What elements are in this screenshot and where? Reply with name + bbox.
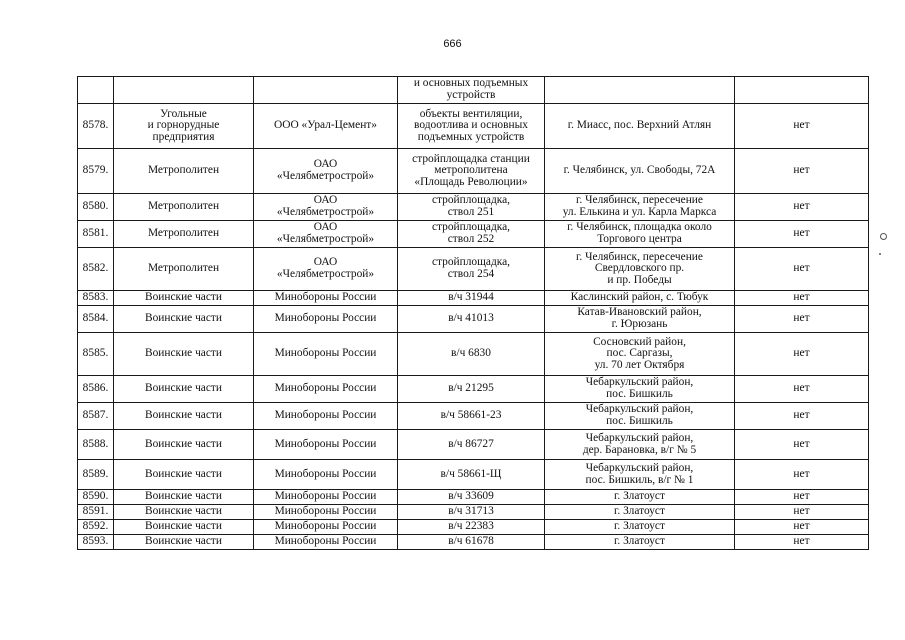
object-cell-line: метрополитена <box>434 164 508 177</box>
object-cell-line: в/ч 21295 <box>448 382 494 395</box>
page-number: 666 <box>443 38 462 50</box>
sector-cell <box>114 77 254 104</box>
object-cell <box>398 376 545 403</box>
organization-cell <box>254 221 398 248</box>
table-row <box>78 149 869 194</box>
organization-cell <box>254 306 398 333</box>
object-cell-line: ствол 252 <box>447 233 495 245</box>
address-cell <box>545 430 735 460</box>
sector-cell <box>114 430 254 460</box>
status-cell: нет <box>735 291 869 306</box>
sector-cell-line: Воинские части <box>145 409 222 422</box>
organization-cell-line: Минобороны России <box>274 312 377 325</box>
object-cell <box>398 77 545 104</box>
margin-circle-mark <box>880 233 887 240</box>
status-cell: нет <box>735 535 869 550</box>
organization-cell-line: Минобороны России <box>274 520 377 533</box>
address-cell <box>545 104 735 149</box>
organization-cell-line: Минобороны России <box>274 437 377 450</box>
object-cell <box>398 291 545 306</box>
status-cell: нет <box>735 149 869 194</box>
organization-cell-line: «Челябметрострой» <box>276 233 375 245</box>
organization-cell <box>254 430 398 460</box>
organization-cell <box>254 77 398 104</box>
object-cell-line: в/ч 41013 <box>448 312 494 325</box>
organization-cell-line: «Челябметрострой» <box>276 170 375 182</box>
status-cell: нет <box>735 221 869 248</box>
row-number: 8579. <box>78 149 114 194</box>
table-row <box>78 333 869 376</box>
organization-cell-line: Минобороны России <box>274 505 377 518</box>
address-cell-line: Чебаркульский район, <box>585 403 694 416</box>
address-cell <box>545 403 735 430</box>
row-number: 8591. <box>78 505 114 520</box>
row-number: 8589. <box>78 460 114 490</box>
organization-cell <box>254 291 398 306</box>
row-number: 8587. <box>78 403 114 430</box>
status-cell: нет <box>735 104 869 149</box>
sector-cell <box>114 306 254 333</box>
table-row <box>78 306 869 333</box>
row-number: 8582. <box>78 248 114 291</box>
organization-cell-line: «Челябметрострой» <box>276 206 375 218</box>
address-cell-line: Свердловского пр. <box>594 262 685 275</box>
organization-cell-line: Минобороны России <box>274 409 377 422</box>
table-row <box>78 104 869 149</box>
sector-cell-line: Воинские части <box>145 467 222 480</box>
row-number: 8586. <box>78 376 114 403</box>
address-cell <box>545 520 735 535</box>
status-cell: нет <box>735 333 869 376</box>
table-row <box>78 403 869 430</box>
address-cell-line: ул. Елькина и ул. Карла Маркса <box>562 206 717 218</box>
organization-cell <box>254 505 398 520</box>
object-cell <box>398 460 545 490</box>
object-cell-line: стройплощадка, <box>431 194 511 207</box>
organization-cell <box>254 333 398 376</box>
status-cell: нет <box>735 430 869 460</box>
object-cell-line: в/ч 6830 <box>451 347 491 360</box>
status-cell: нет <box>735 376 869 403</box>
address-cell-line: Каслинский район, с. Тюбук <box>570 291 709 304</box>
object-cell-line: в/ч 22383 <box>448 520 494 533</box>
sector-cell <box>114 490 254 505</box>
sector-cell <box>114 505 254 520</box>
row-number <box>78 77 114 104</box>
address-cell <box>545 490 735 505</box>
table-row <box>78 505 869 520</box>
sector-cell-line: Воинские части <box>145 490 222 503</box>
organization-cell <box>254 104 398 149</box>
sector-cell <box>114 403 254 430</box>
object-cell <box>398 333 545 376</box>
organization-cell-line: ОАО <box>313 194 338 207</box>
address-cell-line: Чебаркульский район, <box>585 376 694 389</box>
organization-cell <box>254 248 398 291</box>
organization-cell <box>254 535 398 550</box>
sector-cell <box>114 221 254 248</box>
table-row <box>78 77 869 104</box>
object-cell-line: объекты вентиляции, <box>419 107 523 120</box>
sector-cell-line: Воинские части <box>145 291 222 304</box>
status-cell: нет <box>735 490 869 505</box>
address-cell-line: Сосновский район, <box>593 335 686 348</box>
address-cell-line: г. Златоуст <box>614 490 665 503</box>
object-cell-line: подъемных устройств <box>417 130 525 143</box>
organization-cell-line: Минобороны России <box>274 467 377 480</box>
object-cell-line: устройств <box>446 89 496 101</box>
status-cell: нет <box>735 194 869 221</box>
status-cell: нет <box>735 403 869 430</box>
object-cell-line: в/ч 33609 <box>448 490 494 503</box>
object-cell <box>398 194 545 221</box>
table-row <box>78 535 869 550</box>
object-cell <box>398 149 545 194</box>
address-cell <box>545 376 735 403</box>
organization-cell-line: ОАО <box>313 158 338 171</box>
row-number: 8592. <box>78 520 114 535</box>
address-cell-line: дер. Барановка, в/г № 5 <box>582 443 697 456</box>
object-cell-line: в/ч 31944 <box>448 291 494 304</box>
object-cell <box>398 248 545 291</box>
organization-cell <box>254 149 398 194</box>
object-cell <box>398 520 545 535</box>
object-cell <box>398 306 545 333</box>
object-cell-line: в/ч 86727 <box>448 437 494 450</box>
address-cell <box>545 77 735 104</box>
address-cell-line: пос. Саргазы, <box>606 347 673 360</box>
address-cell-line: пос. Бишкиль, в/г № 1 <box>585 473 694 486</box>
table-row <box>78 291 869 306</box>
address-cell-line: г. Златоуст <box>614 505 665 518</box>
sector-cell <box>114 104 254 149</box>
table-row <box>78 248 869 291</box>
organization-cell-line: Минобороны России <box>274 291 377 304</box>
sector-cell-line: Воинские части <box>145 437 222 450</box>
row-number: 8588. <box>78 430 114 460</box>
object-cell <box>398 430 545 460</box>
address-cell-line: г. Златоуст <box>614 535 665 548</box>
sector-cell-line: Угольные <box>160 107 207 120</box>
sector-cell <box>114 194 254 221</box>
sector-cell-line: Воинские части <box>145 505 222 518</box>
address-cell <box>545 291 735 306</box>
table-row <box>78 460 869 490</box>
address-cell-line: г. Юрюзань <box>611 318 668 330</box>
table-row <box>78 221 869 248</box>
address-cell <box>545 149 735 194</box>
object-cell-line: ствол 251 <box>447 206 495 218</box>
sector-cell <box>114 333 254 376</box>
object-cell-line: в/ч 31713 <box>448 505 494 518</box>
address-cell-line: г. Миасс, пос. Верхний Атлян <box>567 119 712 132</box>
sector-cell <box>114 535 254 550</box>
object-cell-line: стройплощадка, <box>431 256 511 269</box>
address-cell-line: и пр. Победы <box>607 273 672 286</box>
status-cell: нет <box>735 505 869 520</box>
object-cell-line: в/ч 58661-Щ <box>440 467 502 480</box>
status-cell: нет <box>735 248 869 291</box>
organization-cell-line: Минобороны России <box>274 535 377 548</box>
sector-cell-line: Метрополитен <box>147 227 220 240</box>
row-number: 8583. <box>78 291 114 306</box>
object-cell <box>398 490 545 505</box>
address-cell-line: пос. Бишкиль <box>606 415 673 427</box>
address-cell <box>545 333 735 376</box>
sector-cell <box>114 520 254 535</box>
sector-cell-line: Метрополитен <box>147 164 220 177</box>
address-cell-line: ул. 70 лет Октября <box>594 358 685 371</box>
table-row <box>78 376 869 403</box>
organization-cell-line: Минобороны России <box>274 490 377 503</box>
sector-cell-line: и горнорудные <box>147 119 220 132</box>
row-number: 8584. <box>78 306 114 333</box>
organization-cell <box>254 520 398 535</box>
sector-cell <box>114 149 254 194</box>
row-number: 8593. <box>78 535 114 550</box>
object-cell-line: в/ч 61678 <box>448 535 494 548</box>
status-cell <box>735 77 869 104</box>
object-cell-line: и основных подъемных <box>413 77 529 90</box>
address-cell-line: Торгового центра <box>597 233 682 245</box>
address-cell-line: г. Челябинск, ул. Свободы, 72А <box>563 164 716 177</box>
sector-cell-line: Воинские части <box>145 347 222 360</box>
document-table <box>77 76 869 550</box>
address-cell <box>545 460 735 490</box>
table-body <box>78 77 869 550</box>
object-cell <box>398 403 545 430</box>
sector-cell-line: Воинские части <box>145 382 222 395</box>
organization-cell <box>254 490 398 505</box>
address-cell <box>545 248 735 291</box>
object-cell-line: водоотлива и основных <box>414 119 528 132</box>
object-cell <box>398 535 545 550</box>
address-cell <box>545 194 735 221</box>
address-cell <box>545 306 735 333</box>
address-cell-line: г. Златоуст <box>614 520 665 533</box>
sector-cell <box>114 291 254 306</box>
address-cell <box>545 505 735 520</box>
margin-dot-mark <box>879 253 881 255</box>
address-cell-line: Катав-Ивановский район, <box>577 306 702 319</box>
row-number: 8578. <box>78 104 114 149</box>
sector-cell-line: Воинские части <box>145 535 222 548</box>
row-number: 8580. <box>78 194 114 221</box>
sector-cell <box>114 376 254 403</box>
table-row <box>78 430 869 460</box>
status-cell: нет <box>735 520 869 535</box>
sector-cell-line: Метрополитен <box>147 262 220 275</box>
address-cell-line: г. Челябинск, пересечение <box>576 194 703 207</box>
address-cell <box>545 221 735 248</box>
sector-cell <box>114 248 254 291</box>
organization-cell <box>254 460 398 490</box>
status-cell: нет <box>735 306 869 333</box>
address-cell <box>545 535 735 550</box>
object-cell-line: «Площадь Революции» <box>414 175 528 188</box>
table-row <box>78 520 869 535</box>
object-cell <box>398 104 545 149</box>
table-row <box>78 194 869 221</box>
object-cell-line: в/ч 58661-23 <box>440 409 502 422</box>
sector-cell-line: Воинские части <box>145 520 222 533</box>
sector-cell-line: Воинские части <box>145 312 222 325</box>
organization-cell <box>254 376 398 403</box>
status-cell: нет <box>735 460 869 490</box>
organization-cell <box>254 194 398 221</box>
object-cell-line: ствол 254 <box>447 268 495 280</box>
object-cell <box>398 221 545 248</box>
address-cell-line: г. Челябинск, пересечение <box>576 250 703 263</box>
organization-cell-line: Минобороны России <box>274 382 377 395</box>
address-cell-line: Чебаркульский район, <box>585 431 694 444</box>
organization-cell-line: «Челябметрострой» <box>276 268 375 280</box>
row-number: 8585. <box>78 333 114 376</box>
sector-cell <box>114 460 254 490</box>
object-cell-line: стройплощадка станции <box>412 152 530 165</box>
sector-cell-line: предприятия <box>152 130 215 143</box>
organization-cell-line: ООО «Урал-Цемент» <box>274 119 377 132</box>
row-number: 8590. <box>78 490 114 505</box>
row-number: 8581. <box>78 221 114 248</box>
organization-cell-line: Минобороны России <box>274 347 377 360</box>
table-row <box>78 490 869 505</box>
organization-cell <box>254 403 398 430</box>
address-cell-line: Чебаркульский район, <box>585 461 694 474</box>
object-cell-line: стройплощадка, <box>431 221 511 234</box>
organization-cell-line: ОАО <box>313 256 338 269</box>
object-cell <box>398 505 545 520</box>
organization-cell-line: ОАО <box>313 221 338 234</box>
address-cell-line: г. Челябинск, площадка около <box>567 221 712 234</box>
sector-cell-line: Метрополитен <box>147 200 220 213</box>
address-cell-line: пос. Бишкиль <box>606 388 673 400</box>
